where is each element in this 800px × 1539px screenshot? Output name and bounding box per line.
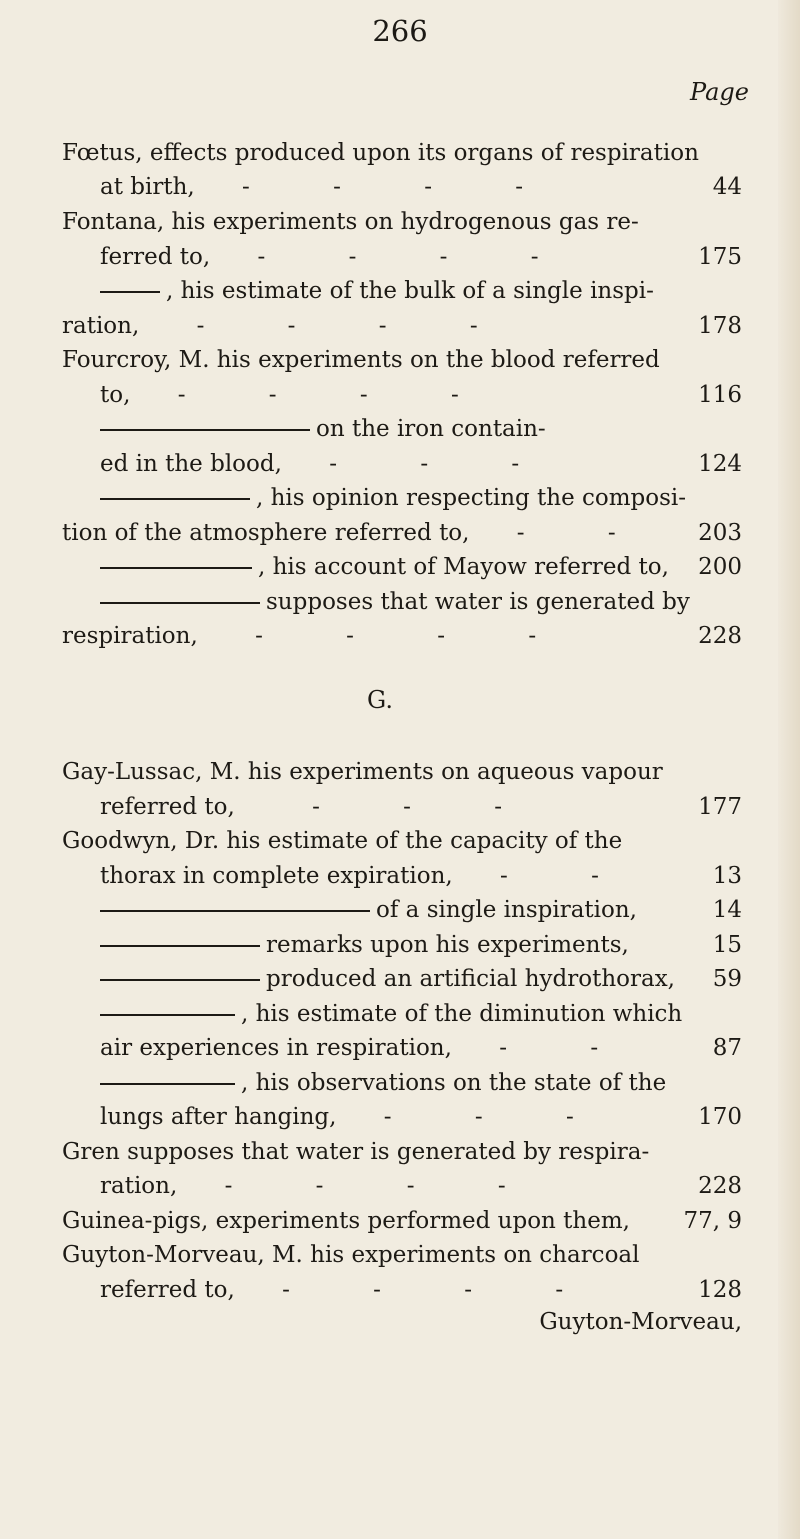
ditto-rule <box>100 429 310 431</box>
index-entry-continuation <box>62 309 742 343</box>
entry-text: referred to, <box>100 794 235 820</box>
index-entry-continuation <box>100 170 742 204</box>
index-entry-fontana <box>62 205 742 239</box>
catchword-text: Guyton-Morveau, <box>539 1309 742 1335</box>
ditto-rule <box>100 910 370 912</box>
page-column-label: Page <box>690 78 749 106</box>
leader-dashes: - - - - <box>255 623 575 649</box>
entry-text: air experiences in respiration, <box>100 1035 452 1061</box>
index-entry-continuation <box>100 1273 742 1307</box>
entry-heading: Guinea-pigs, experiments performed upon them, <box>62 1208 630 1234</box>
entry-text: of a single inspiration, <box>376 897 637 923</box>
index-entry-goodwyn <box>62 824 742 858</box>
index-entry-continuation <box>100 378 742 412</box>
index-entry-subentry <box>100 962 742 996</box>
entry-text: to, <box>100 382 131 408</box>
entry-text: produced an artificial hydrothorax, <box>266 966 675 992</box>
leader-dashes: - - - - <box>224 1173 544 1199</box>
index-entry-continuation <box>100 1169 742 1203</box>
page-ref: 44 <box>712 174 742 200</box>
page-ref: 203 <box>698 520 742 546</box>
section-letter: G. <box>367 686 393 714</box>
index-entry-gren <box>62 1135 742 1169</box>
leader-dashes: - - - <box>383 1104 612 1130</box>
leader-dashes: - - - - <box>177 382 497 408</box>
entry-heading: Fœtus, effects produced upon its organs of respiration <box>62 140 699 166</box>
leader-dashes: - - <box>516 520 654 546</box>
entry-text: , his estimate of the diminution which <box>241 1001 683 1027</box>
entry-heading: Fourcroy, M. his experiments on the blood referred <box>62 347 660 373</box>
entry-text: supposes that water is generated by <box>266 589 690 615</box>
page-ref: 228 <box>698 623 742 649</box>
leader-dashes: - - - - <box>257 244 577 270</box>
ditto-rule <box>100 945 260 947</box>
catchword <box>62 1305 742 1339</box>
leader-dashes: - - <box>499 1035 637 1061</box>
index-entry-subentry <box>100 893 742 927</box>
entry-text: remarks upon his experiments, <box>266 932 629 958</box>
entry-heading: Goodwyn, Dr. his estimate of the capacity of the <box>62 828 623 854</box>
entry-text: referred to, <box>100 1277 235 1303</box>
leader-dashes: - - - - <box>242 174 562 200</box>
page-ref: 175 <box>698 244 742 270</box>
entry-text: respiration, <box>62 623 198 649</box>
leader-dashes: - - - - <box>196 313 516 339</box>
index-entry-foetus <box>62 136 742 170</box>
leader-dashes: - - <box>500 863 637 889</box>
index-entry-continuation <box>62 516 742 550</box>
page-number: 266 <box>372 14 428 48</box>
index-entry-continuation <box>100 1031 742 1065</box>
page-ref: 59 <box>712 966 742 992</box>
entry-heading: Gren supposes that water is generated by respira- <box>62 1139 650 1165</box>
page-ref: 200 <box>698 554 742 580</box>
index-entry-continuation <box>100 1100 742 1134</box>
entry-text: , his estimate of the bulk of a single inspi- <box>166 278 654 304</box>
index-entry-continuation <box>100 859 742 893</box>
page-ref: 228 <box>698 1173 742 1199</box>
ditto-rule <box>100 567 252 569</box>
page-ref: 170 <box>698 1104 742 1130</box>
index-entry-gay-lussac <box>62 755 742 789</box>
entry-text: ferred to, <box>100 244 211 270</box>
entry-text: ed in the blood, <box>100 451 282 477</box>
entry-heading: Gay-Lussac, M. his experiments on aqueous vapour <box>62 759 663 785</box>
index-entry-subentry <box>100 997 742 1031</box>
page-ref: 14 <box>712 897 742 923</box>
ditto-rule <box>100 1083 235 1085</box>
ditto-rule <box>100 498 250 500</box>
index-entry-subentry <box>100 481 742 515</box>
leader-dashes: - - - - <box>282 1277 602 1303</box>
index-entry-continuation <box>100 240 742 274</box>
entry-text: on the iron contain- <box>316 416 546 442</box>
index-entry-subentry <box>100 928 742 962</box>
entry-text: thorax in complete expiration, <box>100 863 453 889</box>
page-ref: 15 <box>712 932 742 958</box>
page-ref: 116 <box>698 382 742 408</box>
page-ref: 128 <box>698 1277 742 1303</box>
index-entry-subentry <box>100 412 742 446</box>
ditto-rule <box>100 979 260 981</box>
ditto-rule <box>100 602 260 604</box>
page-ref: 177 <box>698 794 742 820</box>
leader-dashes: - - - <box>329 451 558 477</box>
entry-text: , his account of Mayow referred to, <box>258 554 669 580</box>
entry-text: , his opinion respecting the composi- <box>256 485 687 511</box>
index-entry-continuation <box>62 619 742 653</box>
page-ref: 13 <box>712 863 742 889</box>
ditto-rule <box>100 1014 235 1016</box>
entry-text: at birth, <box>100 174 195 200</box>
index-entry-subentry <box>100 550 742 584</box>
entry-heading: Guyton-Morveau, M. his experiments on charcoal <box>62 1242 640 1268</box>
index-entry-continuation <box>100 447 742 481</box>
entry-text: , his observations on the state of the <box>241 1070 667 1096</box>
index-entry-continuation <box>100 790 742 824</box>
index-entry-guinea-pigs <box>62 1204 742 1238</box>
leader-dashes: - - - <box>312 794 541 820</box>
index-entry-subentry <box>100 1066 742 1100</box>
page-ref: 124 <box>698 451 742 477</box>
index-entry-subentry <box>100 274 742 308</box>
ditto-rule <box>100 291 160 293</box>
page-ref: 87 <box>712 1035 742 1061</box>
entry-text: lungs after hanging, <box>100 1104 337 1130</box>
page-ref: 178 <box>698 313 742 339</box>
entry-text: ration, <box>100 1173 178 1199</box>
page-ref: 77, 9 <box>683 1208 742 1234</box>
index-entry-guyton-morveau <box>62 1238 742 1272</box>
index-entry-fourcroy <box>62 343 742 377</box>
entry-heading: Fontana, his experiments on hydrogenous gas re- <box>62 209 639 235</box>
page-edge <box>778 0 800 1539</box>
entry-text: ration, <box>62 313 140 339</box>
entry-text: tion of the atmosphere referred to, <box>62 520 470 546</box>
index-entry-subentry <box>100 585 742 619</box>
